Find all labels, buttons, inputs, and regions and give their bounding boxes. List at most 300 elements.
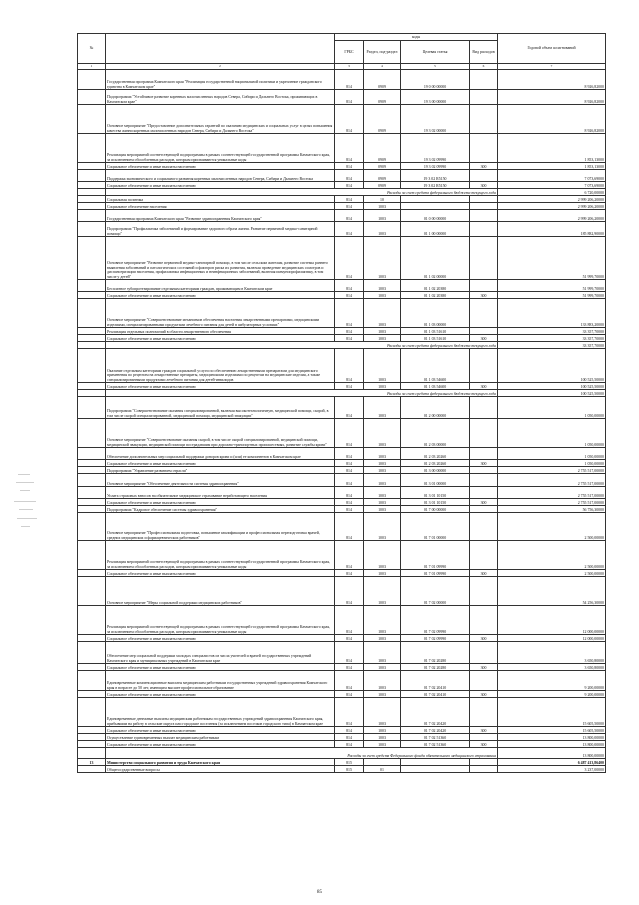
table-row <box>78 170 606 182</box>
cell-exptype <box>470 698 498 727</box>
cell-number <box>78 292 106 299</box>
cell-grbs: 814 <box>335 734 364 741</box>
cell-grbs: 814 <box>335 487 364 499</box>
cell-sum: 2 755 517,00000 <box>498 474 606 487</box>
table-row <box>78 328 606 335</box>
cell-section: 1003 <box>364 499 401 506</box>
table-row <box>78 397 606 419</box>
cell-target: 19 3 02 R5150 <box>401 182 470 189</box>
cell-name: Уплата страховых взносов на обязательное медицинское страхование неработающего населения <box>106 487 335 499</box>
cell-sum: 51 999,70000 <box>498 237 606 280</box>
table-row <box>78 577 606 606</box>
cell-exptype <box>470 397 498 419</box>
cell-section: 1003 <box>364 727 401 734</box>
cell-grbs: 814 <box>335 134 364 163</box>
cell-grbs: 814 <box>335 671 364 691</box>
cell-target <box>401 203 470 210</box>
cell-exptype <box>470 487 498 499</box>
cell-sum: 3 650,80000 <box>498 664 606 671</box>
cell-name: Основное мероприятие "Совершенствование механизмов обеспечения населения лекарственными препаратами, медицинскими изделиями, специализированными продуктами лечебного питания для детей в амбулаторных условиях" <box>106 299 335 328</box>
cell-exptype <box>470 196 498 203</box>
cell-section: 1003 <box>364 335 401 342</box>
cell-sum: 6 487 413,86400 <box>498 759 606 766</box>
cell-sum: 1 050,00000 <box>498 448 606 460</box>
cell-sum: 2 500,00000 <box>498 513 606 541</box>
cell-target: 01 7 02 20280 <box>401 664 470 671</box>
cell-name: Основное мероприятие "Профессиональная подготовка, повышение квалификации и профессиональная переподготовка врачей, средних медицинских и фармацевтических работников" <box>106 513 335 541</box>
cell-exptype: 300 <box>470 383 498 390</box>
cell-number <box>78 383 106 390</box>
cell-section: 1003 <box>364 635 401 642</box>
cell-target: 01 1 02 20380 <box>401 292 470 299</box>
cell-target: 01 1 03 54600 <box>401 349 470 383</box>
cell-grbs: 814 <box>335 741 364 748</box>
cell-number <box>78 664 106 671</box>
cell-exptype: 300 <box>470 727 498 734</box>
cell-section: 1003 <box>364 541 401 570</box>
cell-section: 1003 <box>364 299 401 328</box>
cell-number <box>78 506 106 513</box>
cell-number <box>78 570 106 577</box>
cell-name: Подпрограмма "Устойчивое развитие коренных малочисленных народов Севера, Сибири и Дальнего Востока, проживающих в Камчатском крае" <box>106 90 335 105</box>
budget-table-body <box>78 70 606 773</box>
cell-number <box>78 691 106 698</box>
cell-section: 1003 <box>364 664 401 671</box>
cell-target: 19 3 02 00000 <box>401 105 470 134</box>
cell-sum: 2 999 206,20000 <box>498 196 606 203</box>
cell-exptype <box>470 134 498 163</box>
table-row <box>78 335 606 342</box>
cell-exptype <box>470 642 498 664</box>
cell-sum: 2 999 206,20000 <box>498 210 606 222</box>
cell-target: 01 1 03 51610 <box>401 328 470 335</box>
cell-number <box>78 635 106 642</box>
table-row <box>78 691 606 698</box>
cell-target: 01 1 02 00000 <box>401 237 470 280</box>
cell-grbs: 814 <box>335 474 364 487</box>
cell-exptype: 300 <box>470 163 498 170</box>
cell-number <box>78 342 106 349</box>
cell-grbs: 814 <box>335 577 364 606</box>
cell-sum: 51 999,70000 <box>498 280 606 292</box>
table-row <box>78 671 606 691</box>
cell-number <box>78 105 106 134</box>
table-row <box>78 741 606 748</box>
header-target: Целевая статья <box>401 41 470 64</box>
cell-grbs: 814 <box>335 541 364 570</box>
cell-name: Социальное обеспечение и иные выплаты населению <box>106 664 335 671</box>
cell-number <box>78 734 106 741</box>
cell-sum: 33 357,70000 <box>498 335 606 342</box>
cell-target: 19 3 00 00000 <box>401 90 470 105</box>
cell-sum: 3 650,80000 <box>498 642 606 664</box>
cell-target: 19 3 02 09990 <box>401 134 470 163</box>
cell-grbs: 814 <box>335 642 364 664</box>
cell-section: 0909 <box>364 134 401 163</box>
cell-target: 01 7 02 20410 <box>401 691 470 698</box>
cell-exptype: 300 <box>470 182 498 189</box>
cell-grbs: 814 <box>335 335 364 342</box>
budget-table <box>77 33 606 773</box>
cell-sum: 1 853,13000 <box>498 163 606 170</box>
cell-exptype <box>470 766 498 773</box>
table-row <box>78 210 606 222</box>
table-row <box>78 419 606 448</box>
cell-name: Социальное обеспечение и иные выплаты населению <box>106 570 335 577</box>
cell-section: 1003 <box>364 349 401 383</box>
cell-target: 01 7 01 00000 <box>401 513 470 541</box>
cell-exptype <box>470 280 498 292</box>
cell-section: 1003 <box>364 570 401 577</box>
cell-target: 01 2 03 20260 <box>401 460 470 467</box>
table-row <box>78 487 606 499</box>
cell-target: 01 3 01 10150 <box>401 499 470 506</box>
cell-name: Бесплатное зубопротезирование отдельным категориям граждан, проживающим в Камчатском крае <box>106 280 335 292</box>
cell-section: 1003 <box>364 513 401 541</box>
cell-name: Подпрограмма "Кадровое обеспечение системы здравоохранения" <box>106 506 335 513</box>
header-sum: Годовой объем ассигнований <box>498 34 606 64</box>
cell-name: Основное мероприятие "Развитие первичной медико-санитарной помощи, в том числе сельским жителям, развитие системы раннего выявления заболеваний и патологических состояний и факторов риска их развития, включая проведение медицинских осмотров и диспансеризации населения, профилактика инфекционных и неинфекционных заболеваний, включая иммунопрофилактику, в том числе у детей" <box>106 237 335 280</box>
cell-section: 1003 <box>364 237 401 280</box>
header-codes-row <box>78 34 606 41</box>
cell-grbs: 814 <box>335 280 364 292</box>
cell-section: 1003 <box>364 397 401 419</box>
scan-artifact-marks <box>14 468 44 532</box>
cell-sum: 13 800,00000 <box>498 748 606 759</box>
cell-name: Реализация мероприятий соответствующей подпрограммы в рамках соответствующей государственной программы Камчатского края, за исключением обособленных расходов, которым присваиваются уникальные коды <box>106 541 335 570</box>
cell-name: Социальное обеспечение и иные выплаты населению <box>106 335 335 342</box>
cell-target: 01 7 01 09990 <box>401 541 470 570</box>
cell-grbs: 814 <box>335 105 364 134</box>
cell-grbs: 814 <box>335 237 364 280</box>
cell-name: Общегосударственные вопросы <box>106 766 335 773</box>
cell-target <box>401 759 470 766</box>
cell-grbs: 814 <box>335 90 364 105</box>
table-row <box>78 766 606 773</box>
cell-exptype <box>470 222 498 237</box>
table-row <box>78 196 606 203</box>
cell-name: Обеспечение мер социальной поддержки молодых специалистов из числа учителей и врачей государственных учреждений Камчатского края и муниципальных учреждений в Камчатском крае <box>106 642 335 664</box>
cell-grbs: 814 <box>335 664 364 671</box>
table-row <box>78 727 606 734</box>
table-row <box>78 349 606 383</box>
cell-section: 0909 <box>364 163 401 170</box>
header-number: № <box>78 34 106 64</box>
table-row <box>78 698 606 727</box>
cell-name: Социальное обеспечение и иные выплаты населению <box>106 727 335 734</box>
cell-sum: 2 755 517,00000 <box>498 467 606 474</box>
cell-name: Подпрограмма "Профилактика заболеваний и формирование здорового образа жизни. Развитие первичной медико-санитарной помощи" <box>106 222 335 237</box>
cell-target: 01 7 02 09990 <box>401 606 470 635</box>
cell-number <box>78 727 106 734</box>
cell-name: Государственная программа Камчатского края "Реализация государственной национальной политики и укрепление гражданского единства в Камчатском крае" <box>106 70 335 90</box>
cell-section: 1003 <box>364 474 401 487</box>
table-note-row <box>78 748 606 759</box>
cell-section: 1003 <box>364 280 401 292</box>
cell-name: Социальное обеспечение и иные выплаты населению <box>106 460 335 467</box>
table-row <box>78 280 606 292</box>
table-row <box>78 541 606 570</box>
cell-number <box>78 70 106 90</box>
cell-exptype <box>470 606 498 635</box>
cell-number <box>78 671 106 691</box>
cell-target: 01 2 03 00000 <box>401 419 470 448</box>
cell-exptype: 300 <box>470 691 498 698</box>
cell-name: Оказание отдельным категориям граждан социальной услуги по обеспечению лекарственными препаратами для медицинского применения по рецептам на лекарственные препараты, медицинскими изделиями по рецептам на медицинские изделия, а также специализированными продуктами лечебного питания для детей-инвалидов <box>106 349 335 383</box>
cell-sum: 2 755 517,00000 <box>498 499 606 506</box>
cell-number <box>78 642 106 664</box>
table-row <box>78 299 606 328</box>
cell-number <box>78 299 106 328</box>
cell-sum: 1 050,00000 <box>498 460 606 467</box>
cell-sum: 56 756,30000 <box>498 506 606 513</box>
cell-name: Государственная программа Камчатского края "Развитие здравоохранения Камчатского края" <box>106 210 335 222</box>
cell-section: 1003 <box>364 467 401 474</box>
table-row <box>78 105 606 134</box>
cell-section: 10 <box>364 196 401 203</box>
cell-number <box>78 460 106 467</box>
cell-target: 01 7 02 51360 <box>401 734 470 741</box>
table-row <box>78 664 606 671</box>
cell-sum: 100 525,50000 <box>498 390 606 397</box>
cell-name: Социальная политика <box>106 196 335 203</box>
header-index-cell: 1 <box>78 64 106 70</box>
cell-sum: 185 882,90000 <box>498 222 606 237</box>
table-row <box>78 90 606 105</box>
cell-number <box>78 210 106 222</box>
cell-name: Социальное обеспечение и иные выплаты населению <box>106 292 335 299</box>
cell-grbs: 814 <box>335 506 364 513</box>
cell-sum: 8 926,82000 <box>498 105 606 134</box>
table-row <box>78 292 606 299</box>
cell-target: 19 0 00 00000 <box>401 70 470 90</box>
cell-section: 0909 <box>364 90 401 105</box>
header-index-cell: 2 <box>106 64 335 70</box>
cell-target: 01 2 00 00000 <box>401 397 470 419</box>
cell-exptype <box>470 419 498 448</box>
header-name <box>106 34 335 64</box>
cell-name: Министерство социального развития и труда Камчатского края <box>106 759 335 766</box>
cell-sum: 33 357,70000 <box>498 342 606 349</box>
cell-exptype <box>470 671 498 691</box>
table-row <box>78 182 606 189</box>
cell-number <box>78 741 106 748</box>
table-row <box>78 70 606 90</box>
cell-sum: 13 800,00000 <box>498 734 606 741</box>
cell-exptype: 300 <box>470 664 498 671</box>
cell-section: 1003 <box>364 292 401 299</box>
cell-target: 01 7 01 09990 <box>401 570 470 577</box>
cell-number <box>78 698 106 727</box>
cell-grbs: 814 <box>335 70 364 90</box>
cell-section: 1003 <box>364 671 401 691</box>
table-row <box>78 506 606 513</box>
header-index-cell: 7 <box>498 64 606 70</box>
cell-sum: 2 500,00000 <box>498 541 606 570</box>
table-row <box>78 203 606 210</box>
cell-target: 01 1 03 54600 <box>401 383 470 390</box>
cell-grbs: 814 <box>335 570 364 577</box>
cell-target: 19 3 02 R5150 <box>401 170 470 182</box>
cell-target: 01 7 02 20420 <box>401 727 470 734</box>
cell-number <box>78 499 106 506</box>
cell-section: 1003 <box>364 419 401 448</box>
cell-name: Осуществление единовременных выплат медицинским работникам <box>106 734 335 741</box>
table-note-row <box>78 189 606 196</box>
cell-number <box>78 90 106 105</box>
cell-section: 01 <box>364 766 401 773</box>
cell-exptype <box>470 577 498 606</box>
cell-sum: 1 050,00000 <box>498 419 606 448</box>
cell-grbs: 814 <box>335 691 364 698</box>
cell-funding-note: Расходы за счет средств федерального бюджета текущего года <box>106 189 498 196</box>
cell-number <box>78 189 106 196</box>
cell-exptype <box>470 474 498 487</box>
cell-target: 01 7 00 00000 <box>401 506 470 513</box>
cell-name: Подпрограмма "Управление развитием отрасли" <box>106 467 335 474</box>
cell-sum: 15 605,50000 <box>498 698 606 727</box>
cell-grbs: 814 <box>335 328 364 335</box>
table-row <box>78 642 606 664</box>
cell-grbs: 814 <box>335 397 364 419</box>
cell-exptype <box>470 349 498 383</box>
cell-exptype <box>470 759 498 766</box>
cell-sum: 7 073,69000 <box>498 182 606 189</box>
cell-number <box>78 203 106 210</box>
cell-target <box>401 766 470 773</box>
table-row <box>78 460 606 467</box>
cell-number <box>78 335 106 342</box>
cell-sum: 1 050,00000 <box>498 397 606 419</box>
cell-name: Реализация мероприятий соответствующей подпрограммы в рамках соответствующей государственной программы Камчатского края, за исключением обособленных расходов, которым присваиваются уникальные коды <box>106 606 335 635</box>
cell-grbs: 814 <box>335 499 364 506</box>
cell-sum: 7 073,69000 <box>498 170 606 182</box>
cell-name: Поддержка экономического и социального развития коренных малочисленных народов Севера, Сибири и Дальнего Востока <box>106 170 335 182</box>
cell-grbs: 814 <box>335 606 364 635</box>
cell-exptype <box>470 448 498 460</box>
cell-number: 13 <box>78 759 106 766</box>
cell-target: 01 0 00 00000 <box>401 210 470 222</box>
cell-exptype: 300 <box>470 460 498 467</box>
cell-section <box>364 759 401 766</box>
table-note-row <box>78 342 606 349</box>
cell-exptype: 300 <box>470 741 498 748</box>
table-row <box>78 759 606 766</box>
cell-grbs: 814 <box>335 460 364 467</box>
cell-number <box>78 467 106 474</box>
cell-name: Единовременные денежные выплаты медицинским работникам государственных учреждений здравоохранения Камчатского края, прибывшим на работу в сельские округа или городские поселения (за исключением поселков городского типа) в Камчатском крае <box>106 698 335 727</box>
cell-grbs: 814 <box>335 222 364 237</box>
cell-number <box>78 397 106 419</box>
cell-exptype <box>470 467 498 474</box>
cell-number <box>78 748 106 759</box>
cell-name: Социальное обеспечение населения <box>106 203 335 210</box>
cell-name: Социальное обеспечение и иные выплаты населению <box>106 383 335 390</box>
cell-number <box>78 170 106 182</box>
table-row <box>78 513 606 541</box>
cell-exptype: 300 <box>470 335 498 342</box>
table-row <box>78 237 606 280</box>
cell-funding-note: Расходы за счет средств федерального бюджета текущего года <box>106 342 498 349</box>
cell-exptype: 300 <box>470 635 498 642</box>
cell-number <box>78 134 106 163</box>
cell-exptype <box>470 237 498 280</box>
table-row <box>78 606 606 635</box>
header-index-cell: 5 <box>401 64 470 70</box>
cell-exptype <box>470 299 498 328</box>
table-row <box>78 635 606 642</box>
cell-section: 0909 <box>364 70 401 90</box>
cell-exptype <box>470 90 498 105</box>
cell-grbs: 814 <box>335 383 364 390</box>
cell-grbs: 814 <box>335 182 364 189</box>
cell-exptype <box>470 203 498 210</box>
cell-name: Основное мероприятие "Совершенствование оказания скорой, в том числе скорой специализированной, медицинской помощи, медицинской эвакуации, медицинской помощи пострадавшим при дорожно-транспортных происшествиях, развитие службы крови" <box>106 419 335 448</box>
cell-grbs: 814 <box>335 467 364 474</box>
cell-sum: 8 926,82000 <box>498 70 606 90</box>
cell-target: 01 7 02 20420 <box>401 698 470 727</box>
cell-sum: 133 883,20000 <box>498 299 606 328</box>
cell-number <box>78 328 106 335</box>
cell-grbs: 815 <box>335 759 364 766</box>
cell-sum: 13 800,00000 <box>498 741 606 748</box>
cell-sum: 1 853,13000 <box>498 134 606 163</box>
cell-section: 0909 <box>364 105 401 134</box>
cell-section: 0909 <box>364 170 401 182</box>
cell-number <box>78 196 106 203</box>
cell-exptype <box>470 70 498 90</box>
cell-sum: 33 357,70000 <box>498 328 606 335</box>
cell-sum: 3 237,00000 <box>498 766 606 773</box>
table-note-row <box>78 390 606 397</box>
cell-target: 01 7 02 51360 <box>401 741 470 748</box>
cell-target: 01 3 00 00000 <box>401 467 470 474</box>
cell-grbs: 814 <box>335 292 364 299</box>
header-exptype: Вид расходов <box>470 41 498 64</box>
cell-exptype <box>470 541 498 570</box>
cell-exptype <box>470 513 498 541</box>
cell-number <box>78 766 106 773</box>
cell-target: 01 1 03 51610 <box>401 335 470 342</box>
cell-number <box>78 280 106 292</box>
cell-sum: 6 720,00000 <box>498 189 606 196</box>
cell-number <box>78 487 106 499</box>
cell-sum: 2 999 206,20000 <box>498 203 606 210</box>
table-row <box>78 474 606 487</box>
cell-section: 1003 <box>364 642 401 664</box>
cell-funding-note: Расходы за счет средств федерального бюджета текущего года <box>106 390 498 397</box>
cell-section: 1003 <box>364 698 401 727</box>
cell-number <box>78 577 106 606</box>
cell-exptype: 300 <box>470 292 498 299</box>
cell-sum: 100 525,50000 <box>498 383 606 390</box>
cell-section: 1003 <box>364 487 401 499</box>
cell-target <box>401 196 470 203</box>
table-row <box>78 499 606 506</box>
cell-target: 01 7 02 20280 <box>401 642 470 664</box>
cell-name: Реализация мероприятий соответствующей подпрограммы в рамках соответствующей государственной программы Камчатского края, за исключением обособленных расходов, которым присваиваются уникальные коды <box>106 134 335 163</box>
cell-sum: 9 200,00000 <box>498 691 606 698</box>
cell-section: 1003 <box>364 222 401 237</box>
page-number: 85 <box>317 890 322 895</box>
table-row <box>78 134 606 163</box>
cell-section: 1003 <box>364 448 401 460</box>
cell-exptype: 300 <box>470 499 498 506</box>
header-section: Раздел, под-раздел <box>364 41 401 64</box>
cell-target: 01 7 02 00000 <box>401 577 470 606</box>
table-row <box>78 383 606 390</box>
cell-funding-note: Расходы за счет средств Федерального фонда обязательного медицинского страхования <box>106 748 498 759</box>
